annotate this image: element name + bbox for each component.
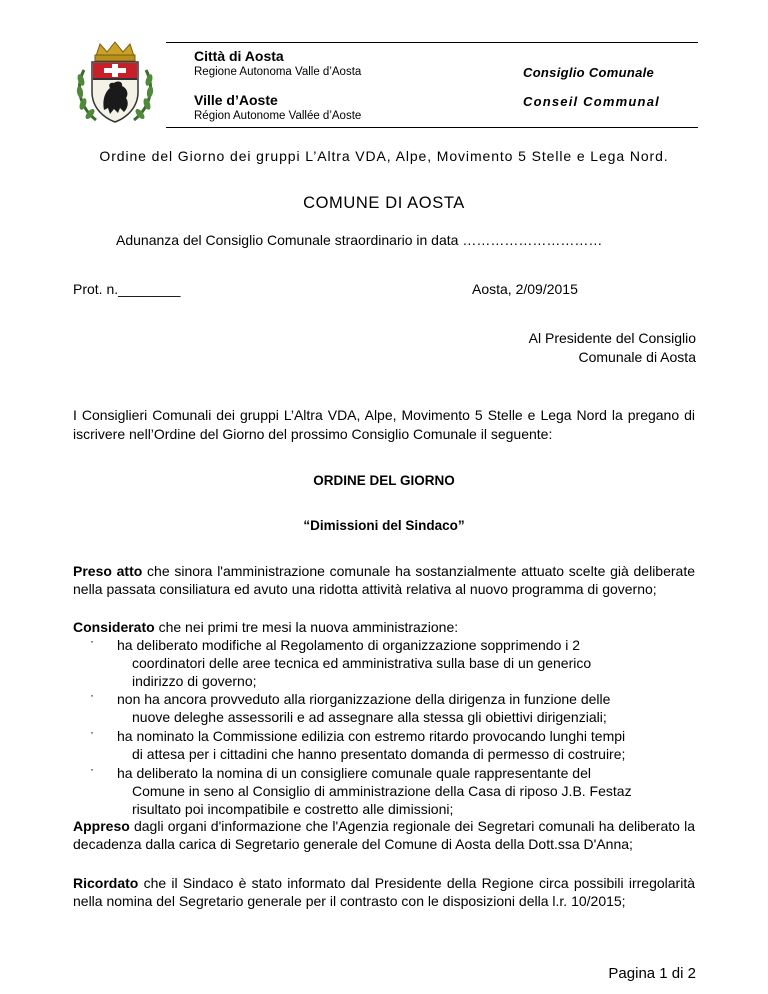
city-name-it: Città di Aosta xyxy=(194,48,284,64)
paragraph-considerato xyxy=(73,618,695,636)
list-item xyxy=(90,636,690,690)
page-number: Pagina 1 di 2 xyxy=(608,965,696,982)
region-name-fr: Région Autonome Vallée d’Aoste xyxy=(194,110,362,122)
considerato-text: che nei primi tre mesi la nuova amministrazione: xyxy=(154,619,459,635)
paragraph-ricordato xyxy=(73,874,695,910)
bullet-mark: · xyxy=(90,634,94,648)
recipient-line-1: Al Presidente del Consiglio xyxy=(528,330,696,346)
meeting-date-line: Adunanza del Consiglio Comunale straordinario in data ………………………… xyxy=(116,232,603,248)
paragraph-preso-atto xyxy=(73,562,695,598)
recipient-address xyxy=(529,329,696,367)
list-item-line: coordinatori delle aree tecnica ed amministrativa sulla base di un generico xyxy=(132,655,592,671)
list-item-line: Comune in seno al Consiglio di amministrazione della Casa di riposo J.B. Festaz xyxy=(132,783,632,799)
ricordato-text: che il Sindaco è stato informato dal Presidente della Regione circa possibili irregolarità nella nomina del Segretario generale per il contrasto con le disposizioni della l.r. 10/2015; xyxy=(73,875,695,909)
list-item-line: nuove deleghe assessorili e ad assegnare alla stessa gli obiettivi dirigenziali; xyxy=(132,709,607,725)
list-item xyxy=(90,690,690,726)
list-item-line: ha deliberato modifiche al Regolamento di organizzazione sopprimendo i 2 xyxy=(117,637,581,653)
council-name-fr: Conseil Communal xyxy=(523,94,660,109)
considerato-lead: Considerato xyxy=(73,619,155,635)
list-item-line: ha nominato la Commissione edilizia con estremo ritardo provocando lunghi tempi xyxy=(117,728,626,744)
page-title: COMUNE DI AOSTA xyxy=(303,194,465,212)
aosta-coat-of-arms-icon xyxy=(74,40,156,126)
document-subject: Ordine del Giorno dei gruppi L’Altra VDA, Alpe, Movimento 5 Stelle e Lega Nord. xyxy=(99,148,669,164)
ricordato-lead: Ricordato xyxy=(73,875,139,891)
recipient-line-2: Comunale di Aosta xyxy=(578,349,696,365)
list-item xyxy=(90,727,690,763)
agenda-heading: ORDINE DEL GIORNO xyxy=(313,473,455,488)
protocol-number: Prot. n.________ xyxy=(73,281,181,297)
region-name-it: Regione Autonoma Valle d’Aosta xyxy=(194,66,362,78)
header-bottom-rule xyxy=(166,127,698,128)
list-item-line: ha deliberato la nomina di un consigliere comunale quale rappresentante del xyxy=(117,765,591,781)
list-item-line: di attesa per i cittadini che hanno presentato domanda di permesso di costruire; xyxy=(132,746,626,762)
list-item-line: indirizzo di governo; xyxy=(132,673,257,689)
appreso-text: dagli organi d'informazione che l'Agenzia regionale dei Segretari comunali ha deliberato la decadenza dalla carica di Segretario generale del Comune di Aosta della Dott.ssa D'Anna; xyxy=(73,818,695,852)
council-name-it: Consiglio Comunale xyxy=(523,65,655,80)
list-item xyxy=(90,764,690,818)
city-name-fr: Ville d’Aoste xyxy=(194,92,278,108)
intro-paragraph: I Consiglieri Comunali dei gruppi L’Altra VDA, Alpe, Movimento 5 Stelle e Lega Nord la pregano di iscrivere nell’Ordine del Giorno del prossimo Consiglio Comunale il seguente: xyxy=(73,407,695,442)
agenda-title: “Dimissioni del Sindaco” xyxy=(303,518,465,533)
header-top-rule xyxy=(166,42,698,43)
list-item-line: risultato poi incompatibile e costretto alle dimissioni; xyxy=(132,801,454,817)
preso-atto-text: che sinora l'amministrazione comunale ha sostanzialmente attuato scelte già deliberate nella passata consiliatura ed avuto una ridotta attività relativa al nuovo programma di governo; xyxy=(73,563,695,597)
appreso-lead: Appreso xyxy=(73,818,130,834)
list-item-line: non ha ancora provveduto alla riorganizzazione della dirigenza in funzione delle xyxy=(117,691,611,707)
bullet-mark: · xyxy=(90,688,94,702)
bullet-mark: · xyxy=(90,725,94,739)
preso-atto-lead: Preso atto xyxy=(73,563,143,579)
document-date: Aosta, 2/09/2015 xyxy=(472,281,578,297)
paragraph-appreso xyxy=(73,817,695,853)
bullet-mark: · xyxy=(90,762,94,776)
